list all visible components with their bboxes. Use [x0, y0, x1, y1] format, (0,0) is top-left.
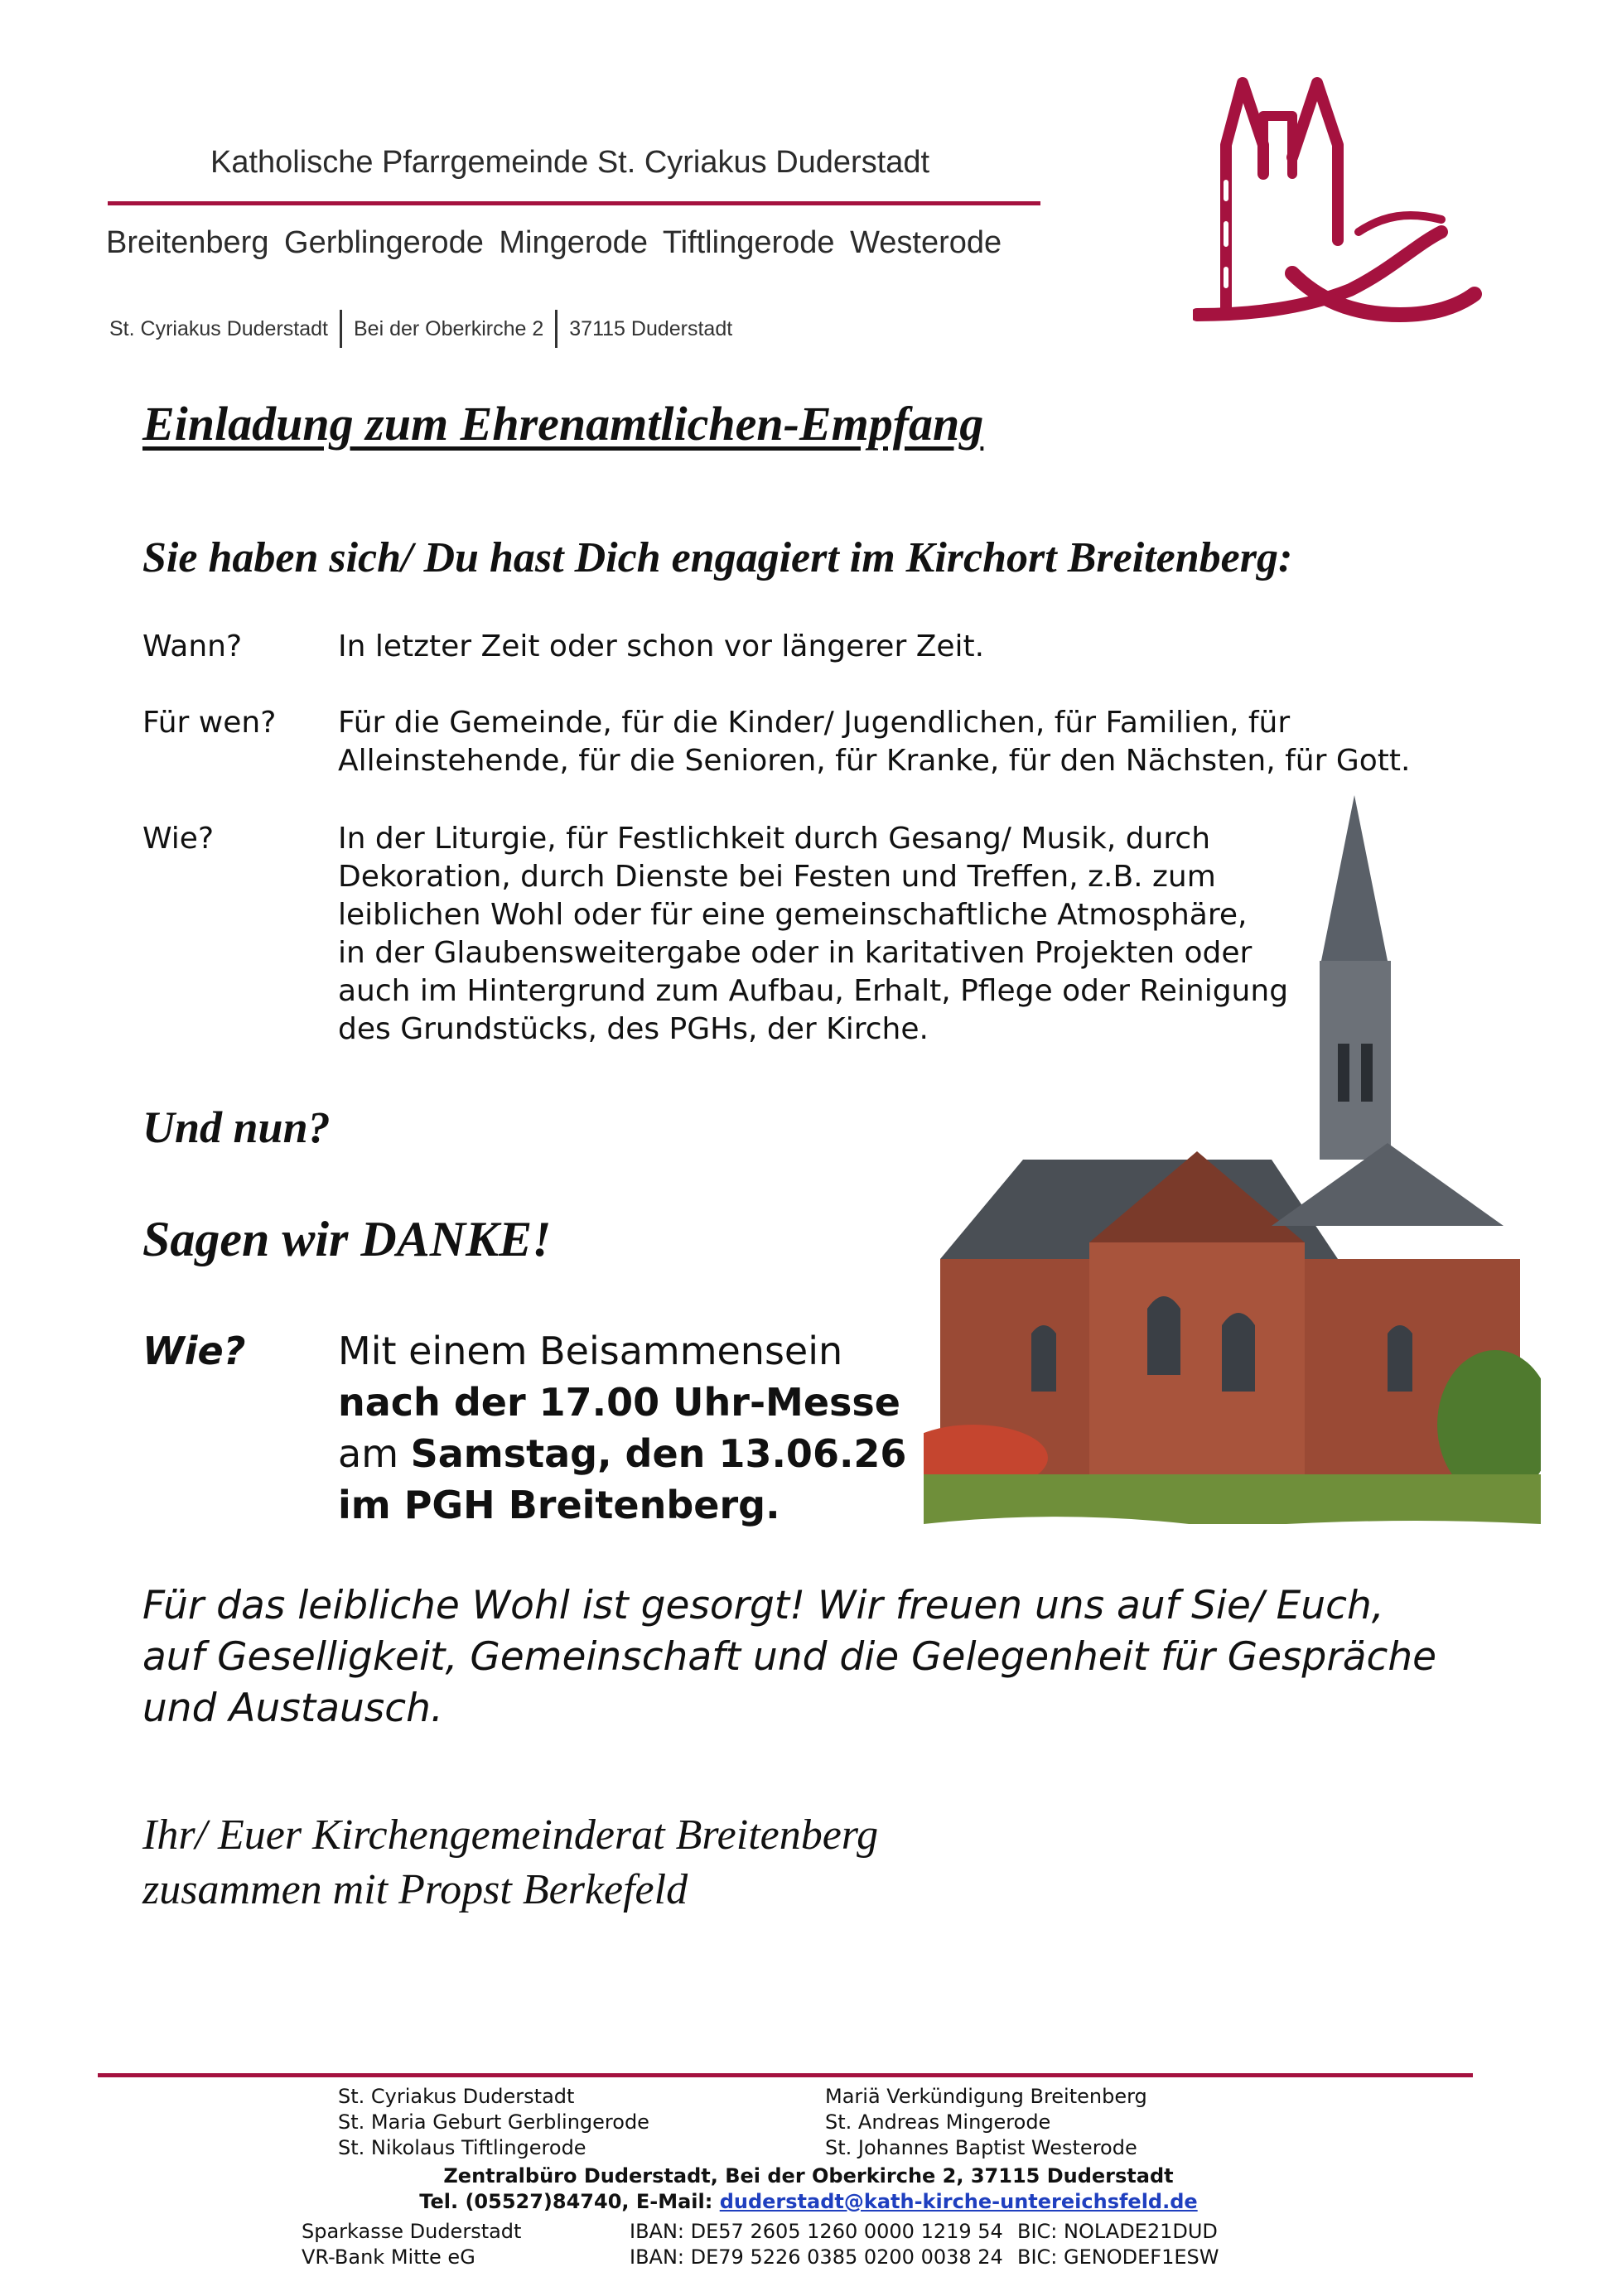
- answer-line: In der Liturgie, für Festlichkeit durch Gesang/ Musik, durch: [338, 822, 1211, 856]
- logo-tower-left: [1226, 83, 1263, 315]
- section-heading-thanks: Sagen wir DANKE!: [142, 1212, 552, 1266]
- answer-line: Für die Gemeinde, für die Kinder/ Jugendlichen, für Familien, für: [338, 706, 1291, 740]
- church-tower: [1320, 961, 1391, 1160]
- answer-line: auch im Hintergrund zum Aufbau, Erhalt, Pflege oder Reinigung: [338, 974, 1289, 1008]
- address-separator: [555, 310, 558, 348]
- question-label-how: Wie?: [142, 822, 215, 856]
- question-label-when: Wann?: [142, 629, 243, 663]
- section-heading-and-now: Und nun?: [142, 1102, 331, 1152]
- answer-line: Dekoration, durch Dienste bei Festen und Treffen, z.B. zum: [338, 860, 1216, 894]
- bank-iban: IBAN: DE79 5226 0385 0200 0038 24: [630, 2245, 1003, 2269]
- event-label: Wie?: [142, 1329, 246, 1373]
- event-line-gathering: Mit einem Beisammensein: [338, 1329, 843, 1373]
- footer-church: St. Johannes Baptist Westerode: [825, 2136, 1137, 2159]
- closing-line: auf Geselligkeit, Gemeinschaft und die Gelegenheit für Gespräche: [142, 1634, 1437, 1680]
- event-line-date: [338, 1428, 906, 1479]
- header-divider: [108, 201, 1040, 205]
- page-title: Einladung zum Ehrenamtlichen-Empfang: [142, 397, 984, 451]
- footer-church: St. Cyriakus Duderstadt: [338, 2085, 575, 2108]
- bank-name: VR-Bank Mitte eG: [302, 2245, 475, 2269]
- church-spire: [1321, 795, 1388, 961]
- answer-line: leiblichen Wohl oder für eine gemeinschaftliche Atmosphäre,: [338, 898, 1248, 932]
- footer-phone-email: [0, 2189, 1617, 2215]
- bank-bic: BIC: GENODEF1ESW: [1017, 2245, 1219, 2269]
- church-photo: [924, 795, 1541, 1541]
- logo-tower-right: [1292, 83, 1338, 240]
- answer-line: in der Glaubensweitergabe oder in karitativen Projekten oder: [338, 936, 1253, 970]
- event-line-location: im PGH Breitenberg.: [338, 1483, 780, 1527]
- question-label-for-whom: Für wen?: [142, 706, 277, 740]
- parish-title: Katholische Pfarrgemeinde St. Cyriakus Duderstadt: [210, 145, 930, 180]
- closing-line: und Austausch.: [142, 1686, 443, 1731]
- closing-text: [142, 1580, 1501, 1734]
- footer-church: St. Nikolaus Tiftlingerode: [338, 2136, 586, 2159]
- address-parish: St. Cyriakus Duderstadt: [109, 316, 328, 340]
- address-street: Bei der Oberkirche 2: [354, 316, 544, 340]
- event-date-prefix: am: [338, 1431, 411, 1476]
- footer-church: St. Maria Geburt Gerblingerode: [338, 2110, 649, 2134]
- parish-logo: [1193, 66, 1483, 331]
- bank-iban: IBAN: DE57 2605 1260 0000 1219 54: [630, 2220, 1003, 2243]
- question-answer-when: [338, 628, 1514, 666]
- answer-line: Alleinstehende, für die Senioren, für Kranke, für den Nächsten, für Gott.: [338, 744, 1411, 778]
- footer-church: Mariä Verkündigung Breitenberg: [825, 2085, 1147, 2108]
- footer-contact: [0, 2163, 1617, 2215]
- event-line-time: nach der 17.00 Uhr-Messe: [338, 1380, 900, 1425]
- address-city: 37115 Duderstadt: [569, 316, 733, 340]
- footer-church: St. Andreas Mingerode: [825, 2110, 1051, 2134]
- subtitle: Sie haben sich/ Du hast Dich engagiert im Kirchort Breitenberg:: [142, 534, 1293, 581]
- address-line: [109, 310, 732, 348]
- footer-phone: Tel. (05527)84740, E-Mail:: [419, 2190, 720, 2213]
- footer-divider: [98, 2073, 1473, 2077]
- signature-line-1: Ihr/ Euer Kirchengemeinderat Breitenberg: [142, 1811, 879, 1859]
- answer-line: des Grundstücks, des PGHs, der Kirche.: [338, 1012, 929, 1046]
- email-link[interactable]: duderstadt@kath-kirche-untereichsfeld.de: [719, 2190, 1198, 2213]
- event-date: Samstag, den 13.06.26: [410, 1431, 907, 1476]
- footer-churches-right: [825, 2084, 1147, 2161]
- address-separator: [340, 310, 342, 348]
- footer-office: Zentralbüro Duderstadt, Bei der Oberkirche 2, 37115 Duderstadt: [443, 2164, 1174, 2187]
- bank-bic: BIC: NOLADE21DUD: [1017, 2220, 1218, 2243]
- logo-nave: [1263, 116, 1292, 174]
- answer-line: In letzter Zeit oder schon vor längerer Zeit.: [338, 629, 985, 663]
- signature-line-2: zusammen mit Propst Berkefeld: [142, 1866, 688, 1913]
- bank-name: Sparkasse Duderstadt: [302, 2220, 522, 2243]
- closing-line: Für das leibliche Wohl ist gesorgt! Wir freuen uns auf Sie/ Euch,: [142, 1583, 1384, 1628]
- footer-churches-left: [338, 2084, 649, 2161]
- question-answer-for-whom: [338, 704, 1514, 780]
- village-list: Breitenberg Gerblingerode Mingerode Tiftlingerode Westerode: [106, 225, 1002, 260]
